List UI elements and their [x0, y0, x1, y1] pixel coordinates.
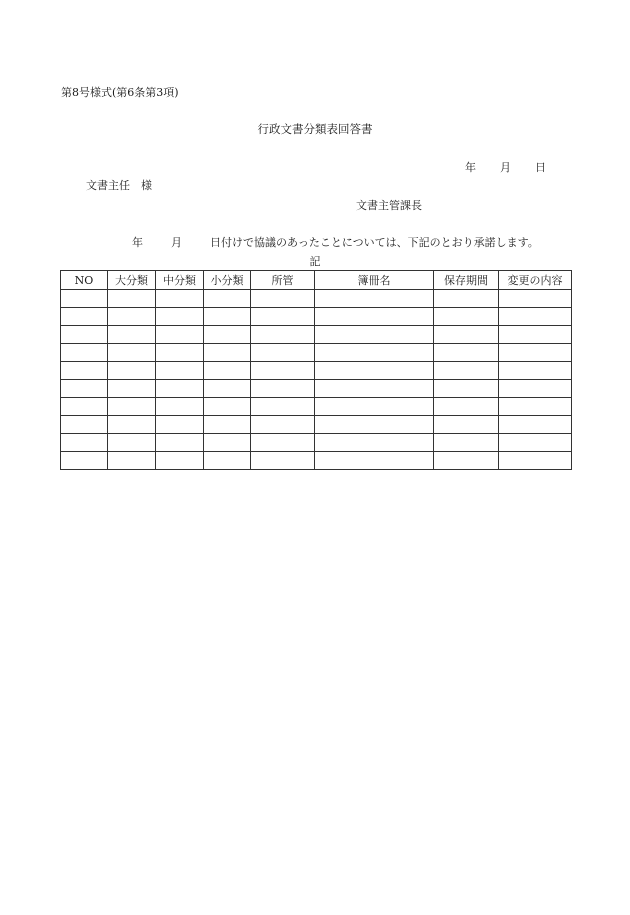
table-cell — [251, 362, 315, 380]
table-cell — [499, 434, 572, 452]
table-cell — [108, 344, 156, 362]
ki-label: 記 — [309, 255, 321, 268]
table-cell — [108, 308, 156, 326]
table-cell — [434, 308, 499, 326]
table-cell — [108, 290, 156, 308]
table-cell — [434, 326, 499, 344]
date-month-label: 月 — [500, 161, 511, 174]
register-table — [60, 270, 572, 470]
form-number: 第8号様式(第6条第3項) — [61, 86, 179, 99]
header-no: NO — [61, 271, 108, 290]
table-cell — [108, 398, 156, 416]
header-change-details: 変更の内容 — [499, 271, 572, 290]
table-header-row — [61, 271, 572, 290]
table-cell — [434, 452, 499, 470]
table-cell — [156, 398, 204, 416]
table-cell — [499, 398, 572, 416]
table-cell — [434, 290, 499, 308]
table-cell — [156, 326, 204, 344]
body-text — [132, 237, 539, 248]
date-line — [465, 162, 546, 173]
sender: 文書主管課長 — [356, 199, 422, 212]
table-row — [61, 308, 572, 326]
table-cell — [499, 416, 572, 434]
table-cell — [108, 326, 156, 344]
table-cell — [61, 416, 108, 434]
table-cell — [61, 326, 108, 344]
table-cell — [204, 380, 251, 398]
document-title: 行政文書分類表回答書 — [257, 122, 373, 136]
table-cell — [315, 434, 434, 452]
table-cell — [204, 434, 251, 452]
table-cell — [434, 344, 499, 362]
addressee: 文書主任 様 — [86, 179, 152, 192]
table-cell — [499, 308, 572, 326]
table-cell — [108, 416, 156, 434]
header-middle-category: 中分類 — [156, 271, 204, 290]
table-cell — [315, 326, 434, 344]
header-retention-period: 保存期間 — [434, 271, 499, 290]
table-body — [61, 290, 572, 470]
table-cell — [156, 452, 204, 470]
table-cell — [315, 362, 434, 380]
table-cell — [156, 344, 204, 362]
header-minor-category: 小分類 — [204, 271, 251, 290]
table-cell — [61, 344, 108, 362]
table-row — [61, 398, 572, 416]
table-cell — [61, 308, 108, 326]
table-cell — [434, 434, 499, 452]
table-cell — [315, 452, 434, 470]
table-cell — [251, 416, 315, 434]
table-cell — [204, 290, 251, 308]
table-cell — [204, 344, 251, 362]
table-cell — [204, 416, 251, 434]
table-cell — [204, 308, 251, 326]
table-cell — [251, 290, 315, 308]
table-cell — [108, 362, 156, 380]
table-cell — [315, 416, 434, 434]
table-cell — [204, 398, 251, 416]
date-day-label: 日 — [535, 161, 546, 174]
table-cell — [156, 380, 204, 398]
table-cell — [315, 308, 434, 326]
table-cell — [251, 434, 315, 452]
table-cell — [61, 434, 108, 452]
table-cell — [499, 362, 572, 380]
table-row — [61, 344, 572, 362]
table-cell — [108, 380, 156, 398]
table-cell — [61, 398, 108, 416]
table-cell — [251, 380, 315, 398]
table-cell — [61, 452, 108, 470]
table-cell — [156, 362, 204, 380]
table-cell — [251, 308, 315, 326]
table-cell — [315, 380, 434, 398]
table-cell — [499, 344, 572, 362]
body-month-label: 月 — [171, 236, 182, 249]
table-cell — [315, 398, 434, 416]
table-row — [61, 380, 572, 398]
table-cell — [156, 290, 204, 308]
table-cell — [499, 326, 572, 344]
header-major-category: 大分類 — [108, 271, 156, 290]
table-cell — [108, 434, 156, 452]
table-row — [61, 326, 572, 344]
header-jurisdiction: 所管 — [251, 271, 315, 290]
table-cell — [434, 380, 499, 398]
table-cell — [61, 290, 108, 308]
table-row — [61, 452, 572, 470]
table-row — [61, 290, 572, 308]
table-cell — [156, 308, 204, 326]
table-row — [61, 416, 572, 434]
table-cell — [315, 290, 434, 308]
body-statement: 日付けで協議のあったことについては、下記のとおり承諾します。 — [210, 236, 539, 249]
table-cell — [315, 344, 434, 362]
table-cell — [251, 452, 315, 470]
table-cell — [499, 290, 572, 308]
table-cell — [61, 362, 108, 380]
body-year-label: 年 — [132, 236, 143, 249]
table-cell — [499, 452, 572, 470]
date-year-label: 年 — [465, 161, 476, 174]
table-cell — [251, 398, 315, 416]
table-row — [61, 434, 572, 452]
table-cell — [434, 416, 499, 434]
table-cell — [434, 362, 499, 380]
table-cell — [251, 326, 315, 344]
table-cell — [204, 326, 251, 344]
table-cell — [156, 416, 204, 434]
table-cell — [156, 434, 204, 452]
table-cell — [434, 398, 499, 416]
table-cell — [251, 344, 315, 362]
table-cell — [204, 452, 251, 470]
header-register-name: 簿冊名 — [315, 271, 434, 290]
table-cell — [499, 380, 572, 398]
table-cell — [61, 380, 108, 398]
table-cell — [204, 362, 251, 380]
table-row — [61, 362, 572, 380]
table-cell — [108, 452, 156, 470]
